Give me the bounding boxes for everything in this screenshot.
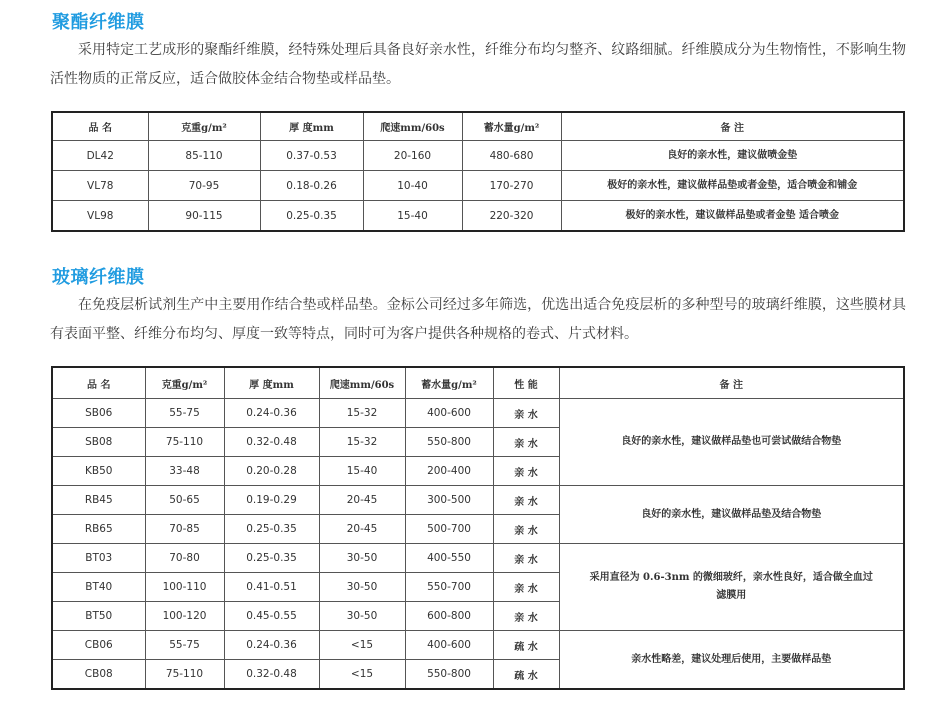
cell-wicking: 30-50 [319, 544, 405, 573]
table-row [52, 631, 904, 660]
cell-thickness: 0.25-0.35 [260, 201, 363, 232]
col-header-weight: 克重g/m² [148, 112, 260, 141]
cell-name: SB06 [52, 399, 145, 428]
cell-wicking: 15-32 [319, 428, 405, 457]
cell-thickness: 0.32-0.48 [224, 660, 319, 690]
cell-weight: 50-65 [145, 486, 224, 515]
cell-weight: 90-115 [148, 201, 260, 232]
cell-weight: 70-80 [145, 544, 224, 573]
cell-weight: 70-95 [148, 171, 260, 201]
table-row [52, 201, 904, 232]
table-row [52, 171, 904, 201]
cell-weight: 85-110 [148, 141, 260, 171]
cell-remarks: 良好的亲水性，建议做样品垫及结合物垫 [559, 486, 904, 544]
cell-thickness: 0.45-0.55 [224, 602, 319, 631]
cell-thickness: 0.18-0.26 [260, 171, 363, 201]
cell-remarks: 良好的亲水性，建议做喷金垫 [561, 141, 904, 171]
cell-water-capacity: 200-400 [405, 457, 493, 486]
table-header-row [52, 367, 904, 399]
cell-wicking: 20-45 [319, 515, 405, 544]
cell-water-capacity: 220-320 [462, 201, 561, 232]
cell-weight: 33-48 [145, 457, 224, 486]
section-description-polyester: 采用特定工艺成形的聚酯纤维膜，经特殊处理后具备良好亲水性，纤维分布均匀整齐、纹路细腻。纤维膜成分为生物惰性，不影响生物活性物质的正常反应，适合做胶体金结合物垫或样品垫。 [50, 42, 906, 87]
col-header-name: 品 名 [52, 112, 148, 141]
col-header-remarks: 备 注 [561, 112, 904, 141]
cell-property: 亲 水 [493, 573, 559, 602]
cell-water-capacity: 500-700 [405, 515, 493, 544]
cell-weight: 70-85 [145, 515, 224, 544]
cell-water-capacity: 480-680 [462, 141, 561, 171]
cell-thickness: 0.19-0.29 [224, 486, 319, 515]
cell-property: 疏 水 [493, 631, 559, 660]
cell-property: 亲 水 [493, 486, 559, 515]
col-header-remarks: 备 注 [559, 367, 904, 399]
cell-water-capacity: 550-800 [405, 428, 493, 457]
cell-wicking: 20-45 [319, 486, 405, 515]
cell-name: RB45 [52, 486, 145, 515]
cell-weight: 55-75 [145, 399, 224, 428]
cell-weight: 75-110 [145, 660, 224, 690]
cell-property: 亲 水 [493, 544, 559, 573]
cell-thickness: 0.25-0.35 [224, 515, 319, 544]
col-header-wicking: 爬速mm/60s [319, 367, 405, 399]
cell-name: DL42 [52, 141, 148, 171]
cell-name: BT50 [52, 602, 145, 631]
table-header-row [52, 112, 904, 141]
col-header-water-capacity: 蓄水量g/m² [405, 367, 493, 399]
cell-property: 亲 水 [493, 457, 559, 486]
cell-name: VL78 [52, 171, 148, 201]
section-title-polyester: 聚酯纤维膜 [52, 12, 145, 33]
cell-thickness: 0.37-0.53 [260, 141, 363, 171]
cell-water-capacity: 400-600 [405, 399, 493, 428]
cell-remarks: 极好的亲水性，建议做样品垫或者金垫 适合喷金 [561, 201, 904, 232]
cell-weight: 55-75 [145, 631, 224, 660]
cell-property: 疏 水 [493, 660, 559, 690]
col-header-thickness: 厚 度mm [260, 112, 363, 141]
cell-remarks: 采用直径为 0.6-3nm 的微细玻纤，亲水性良好，适合做全血过滤膜用 [559, 544, 904, 631]
cell-name: CB06 [52, 631, 145, 660]
cell-wicking: 15-40 [319, 457, 405, 486]
cell-weight: 100-110 [145, 573, 224, 602]
cell-thickness: 0.32-0.48 [224, 428, 319, 457]
polyester-spec-table [51, 111, 905, 232]
cell-thickness: 0.24-0.36 [224, 631, 319, 660]
section-title-glass-fiber: 玻璃纤维膜 [52, 267, 145, 288]
cell-name: KB50 [52, 457, 145, 486]
cell-remarks: 良好的亲水性，建议做样品垫也可尝试做结合物垫 [559, 399, 904, 486]
cell-wicking: <15 [319, 660, 405, 690]
cell-property: 亲 水 [493, 399, 559, 428]
table-row [52, 544, 904, 573]
col-header-property: 性 能 [493, 367, 559, 399]
table-row [52, 141, 904, 171]
cell-water-capacity: 600-800 [405, 602, 493, 631]
cell-property: 亲 水 [493, 515, 559, 544]
cell-weight: 100-120 [145, 602, 224, 631]
col-header-weight: 克重g/m² [145, 367, 224, 399]
cell-remarks: 极好的亲水性，建议做样品垫或者金垫，适合喷金和铺金 [561, 171, 904, 201]
section-description-glass-fiber: 在免疫层析试剂生产中主要用作结合垫或样品垫。金标公司经过多年筛选，优选出适合免疫层析的多种型号的玻璃纤维膜，这些膜材具有表面平整、纤维分布均匀、厚度一致等特点，同时可为客户提供各种规格的卷式、片式材料。 [50, 297, 906, 342]
col-header-wicking: 爬速mm/60s [363, 112, 462, 141]
cell-water-capacity: 550-800 [405, 660, 493, 690]
cell-weight: 75-110 [145, 428, 224, 457]
cell-name: SB08 [52, 428, 145, 457]
col-header-thickness: 厚 度mm [224, 367, 319, 399]
cell-name: RB65 [52, 515, 145, 544]
cell-wicking: <15 [319, 631, 405, 660]
cell-wicking: 15-32 [319, 399, 405, 428]
cell-name: CB08 [52, 660, 145, 690]
cell-wicking: 10-40 [363, 171, 462, 201]
cell-thickness: 0.24-0.36 [224, 399, 319, 428]
cell-name: BT40 [52, 573, 145, 602]
col-header-name: 品 名 [52, 367, 145, 399]
cell-thickness: 0.41-0.51 [224, 573, 319, 602]
cell-water-capacity: 550-700 [405, 573, 493, 602]
cell-water-capacity: 400-600 [405, 631, 493, 660]
cell-water-capacity: 170-270 [462, 171, 561, 201]
cell-wicking: 30-50 [319, 602, 405, 631]
cell-wicking: 15-40 [363, 201, 462, 232]
table-row [52, 486, 904, 515]
cell-water-capacity: 300-500 [405, 486, 493, 515]
cell-property: 亲 水 [493, 602, 559, 631]
table-row [52, 399, 904, 428]
cell-wicking: 30-50 [319, 573, 405, 602]
cell-thickness: 0.25-0.35 [224, 544, 319, 573]
cell-remarks: 亲水性略差，建议处理后使用，主要做样品垫 [559, 631, 904, 690]
cell-thickness: 0.20-0.28 [224, 457, 319, 486]
glass-fiber-spec-table [51, 366, 905, 690]
cell-name: BT03 [52, 544, 145, 573]
col-header-water-capacity: 蓄水量g/m² [462, 112, 561, 141]
cell-name: VL98 [52, 201, 148, 232]
cell-property: 亲 水 [493, 428, 559, 457]
cell-water-capacity: 400-550 [405, 544, 493, 573]
cell-wicking: 20-160 [363, 141, 462, 171]
